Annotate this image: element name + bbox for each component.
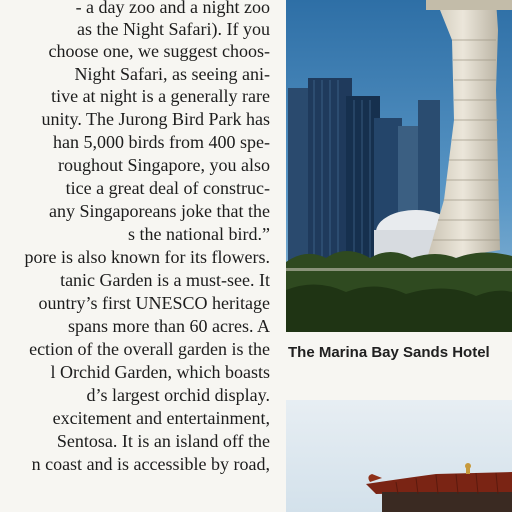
text-line: Sentosa. It is an island off the bbox=[56, 431, 270, 451]
text-line: han 5,000 birds from 400 spe- bbox=[53, 132, 270, 152]
text-line: roughout Singapore, you also bbox=[58, 155, 270, 175]
marina-bay-sands-photo bbox=[286, 0, 512, 332]
text-line: n coast and is accessible by road, bbox=[31, 454, 270, 474]
temple-photo bbox=[286, 400, 512, 512]
text-line: ountry’s first UNESCO heritage bbox=[38, 293, 270, 313]
text-line: ection of the overall garden is the bbox=[29, 339, 270, 359]
text-line: pore is also known for its flowers. bbox=[24, 247, 270, 267]
text-line: l Orchid Garden, which boasts bbox=[50, 362, 270, 382]
text-line: choose one, we suggest choos- bbox=[48, 41, 270, 61]
photo-caption: The Marina Bay Sands Hotel bbox=[288, 344, 490, 361]
text-line: unity. The Jurong Bird Park has bbox=[41, 109, 270, 129]
text-line: d’s largest orchid display. bbox=[86, 385, 270, 405]
text-line: tive at night is a generally rare bbox=[51, 86, 270, 106]
skyline-illustration bbox=[286, 0, 512, 332]
text-line: tanic Garden is a must-see. It bbox=[60, 270, 270, 290]
temple-eaves bbox=[382, 492, 512, 512]
text-line: excitement and entertainment, bbox=[52, 408, 270, 428]
text-line: s the national bird.” bbox=[128, 224, 270, 244]
text-line: - a day zoo and a night zoo bbox=[75, 0, 270, 17]
text-line: Night Safari, as seeing ani- bbox=[74, 64, 270, 84]
text-line: tice a great deal of construc- bbox=[65, 178, 270, 198]
sky-park bbox=[426, 0, 512, 10]
text-line: spans more than 60 acres. A bbox=[68, 316, 270, 336]
text-line: any Singaporeans joke that the bbox=[49, 201, 270, 221]
temple-illustration bbox=[286, 400, 512, 512]
text-line: as the Night Safari). If you bbox=[77, 19, 270, 39]
bridge bbox=[286, 268, 512, 271]
